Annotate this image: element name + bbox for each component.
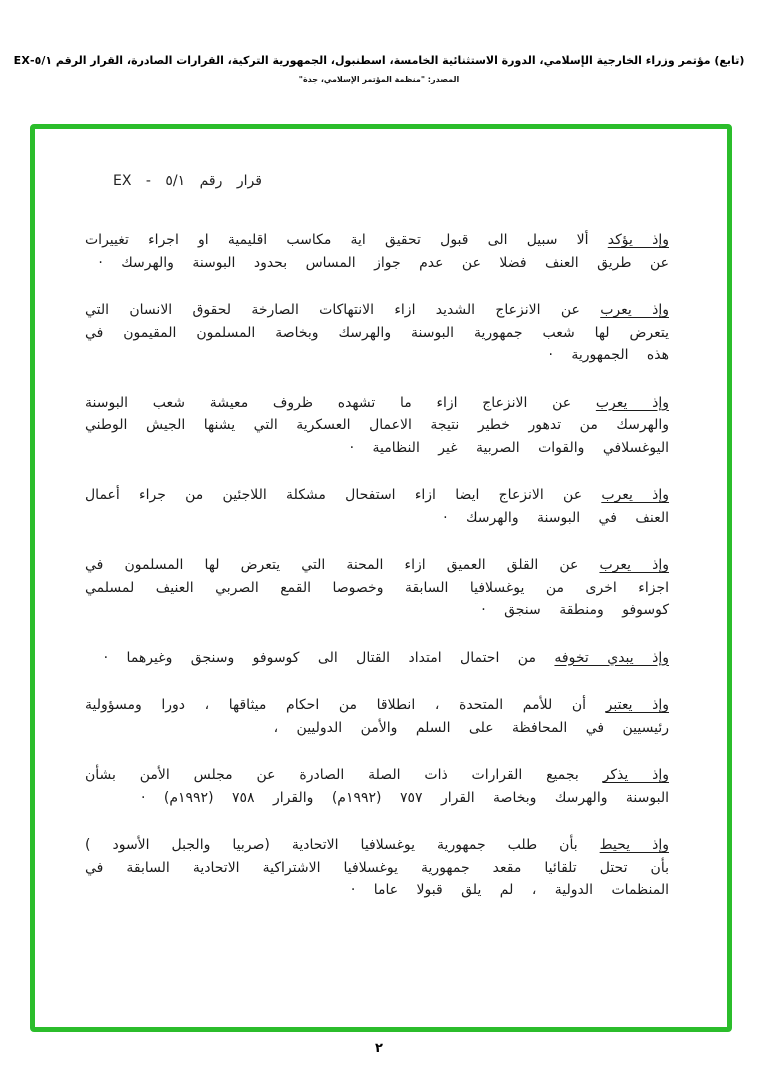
paragraph-body-text: ألا سبيل الى قبول تحقيق اية مكاسب اقليمية او اجراء تغييرات عن طريق العنف فضلا عن عدم جواز المساس بحدود البوسنة والهرسك · <box>85 232 669 271</box>
paragraph-body-text: بجميع القرارات ذات الصلة الصادرة عن مجلس الأمن بشأن البوسنة والهرسك وبخاصة القرار ٧٥٧ (١٩٩٢م) والقرار ٧٥٨ (١٩٩٢م) · <box>85 767 669 806</box>
paragraph-lead-phrase: وإذ يعرب <box>600 302 669 318</box>
paragraph-lead-phrase: وإذ يعتبر <box>605 697 669 713</box>
paragraph-body-text: عن الانزعاج ايضا ازاء استفحال مشكلة اللاجئين من جراء أعمال العنف في البوسنة والهرسك · <box>85 487 669 526</box>
resolution-paragraph <box>85 229 669 274</box>
resolution-paragraph <box>85 764 669 809</box>
resolution-paragraph <box>85 694 669 739</box>
scanned-document-frame <box>30 124 732 1032</box>
resolution-paragraph <box>85 392 669 460</box>
paragraph-body-text: عن الانزعاج ازاء ما تشهده ظروف معيشة شعب البوسنة والهرسك من تدهور خطير نتيجة الاعمال العسكرية التي يشنها الجيش الوطني اليوغسلافي والقوات الصربية غير النظامية · <box>85 394 669 456</box>
paragraph-lead-phrase: وإذ يعرب <box>601 487 670 503</box>
paragraph-lead-phrase: وإذ يعرب <box>599 557 669 573</box>
paragraph-body-text: من احتمال امتداد القتال الى كوسوفو وسنجق وغيرهما · <box>103 649 555 666</box>
paragraph-lead-phrase: وإذ يذكر <box>602 767 669 783</box>
source-line: المصدر: "منظمة المؤتمر الإسلامي، جدة" <box>298 75 460 84</box>
paragraph-body-text: أن للأمم المتحدة ، انطلاقا من احكام ميثاقها ، دورا ومسؤولية رئيسيين في المحافظة على السلم والأمن الدوليين ، <box>85 697 669 736</box>
paragraph-lead-phrase: وإذ يبدي تخوفه <box>554 649 669 666</box>
paragraph-lead-phrase: وإذ يحيط <box>599 837 669 853</box>
document-content <box>35 129 727 902</box>
resolution-number-title: قرار رقم ٥/١ - EX <box>113 173 262 189</box>
paragraph-body-text: بأن طلب جمهورية يوغسلافيا الاتحادية (صربيا والجبل الأسود ) بأن تحتل تلقائيا مقعد جمهورية يوغسلافيا الاشتراكية الاتحادية السابقة في المنظمات الدولية ، لم يلق قبولا عاما · <box>85 837 669 898</box>
document-header <box>0 54 758 84</box>
resolution-paragraph <box>85 647 669 670</box>
resolution-paragraph <box>85 299 669 367</box>
resolution-paragraph <box>85 834 669 902</box>
header-citation: (تابع) مؤتمر وزراء الخارجية الإسلامي، الدورة الاستثنائية الخامسة، اسطنبول، الجمهورية التركية، القرارات الصادرة، القرار الرقم ٥/١-EX <box>13 54 745 67</box>
paragraph-body-text: عن الانزعاج الشديد ازاء الانتهاكات الصارخة لحقوق الانسان التي يتعرض لها شعب جمهورية البوسنة والهرسك وبخاصة المسلمون المقيمون في هذه الجمهورية · <box>85 302 669 363</box>
resolution-paragraph <box>85 484 669 529</box>
resolution-paragraph <box>85 554 669 622</box>
paragraph-body-text: عن القلق العميق ازاء المحنة التي يتعرض لها المسلمون في اجزاء اخرى من يوغسلافيا السابقة وخصوصا القمع الصربي العنيف لمسلمي كوسوفو ومنطقة سنجق · <box>85 557 669 618</box>
paragraph-lead-phrase: وإذ يؤكد <box>607 232 669 248</box>
page-number: ٢ <box>375 1041 383 1056</box>
paragraph-lead-phrase: وإذ يعرب <box>595 394 670 411</box>
